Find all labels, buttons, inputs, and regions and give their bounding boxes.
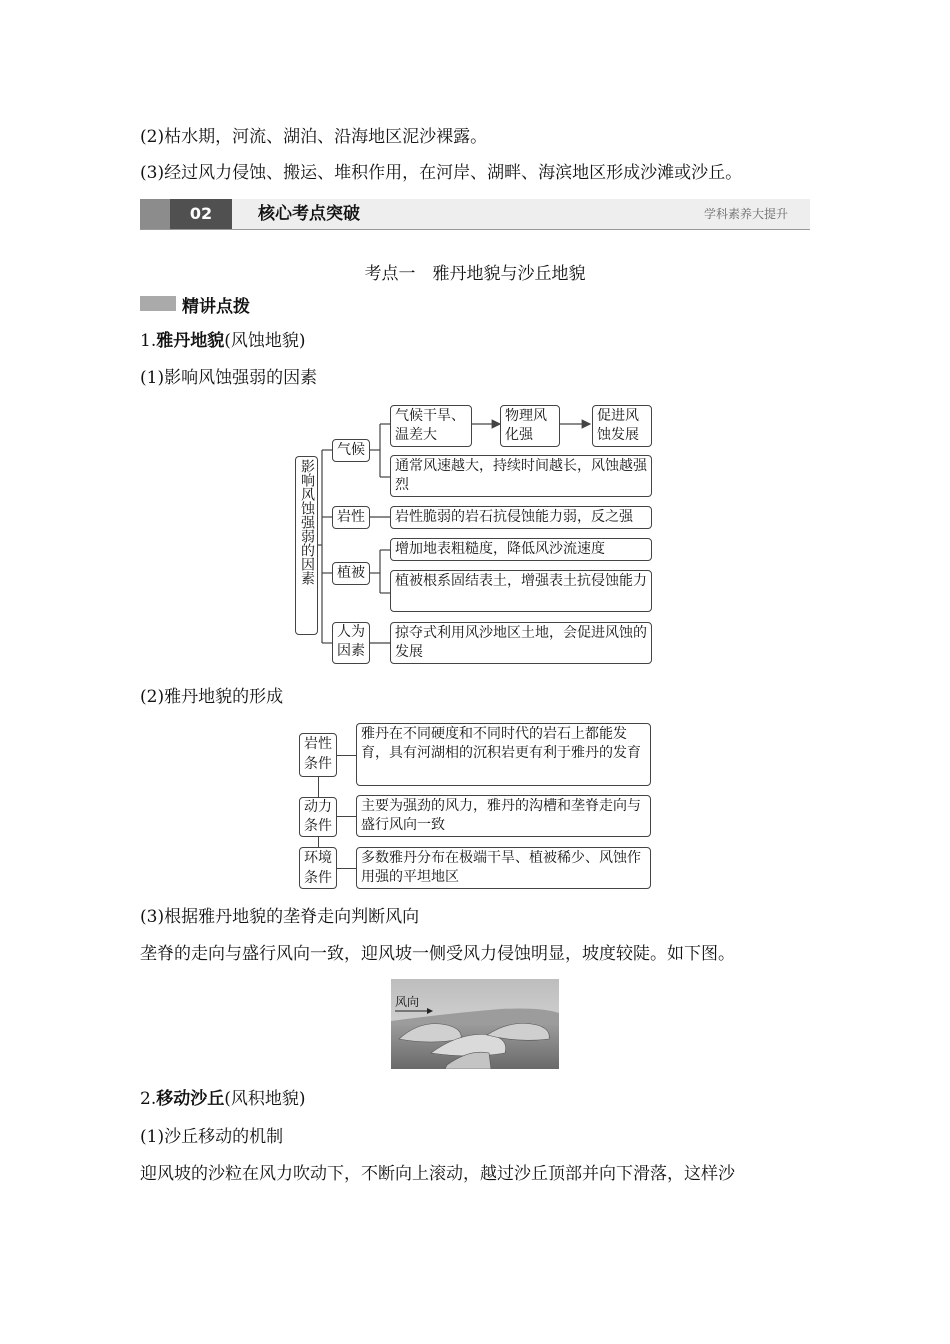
paragraph-line: (2)枯水期，河流、湖泊、沿海地区泥沙裸露。 — [140, 127, 488, 147]
connector-line — [337, 868, 356, 869]
wind-speed-box: 通常风速越大，持续时间越长，风蚀越强烈 — [390, 455, 652, 497]
banner-number: 02 — [170, 199, 232, 229]
vegetation-box: 植被 — [332, 562, 370, 585]
sub-heading: (1)沙丘移动的机制 — [140, 1127, 284, 1147]
environment-condition-box: 环境条件 — [299, 847, 337, 889]
connector-line — [318, 837, 319, 847]
connector-line — [337, 816, 356, 817]
physical-weathering-box: 物理风化强 — [500, 405, 560, 447]
human-desc-box: 掠夺式利用风沙地区土地，会促进风蚀的发展 — [390, 622, 652, 664]
rock-condition-desc: 雅丹在不同硬度和不同时代的岩石上都能发育，具有河湖相的沉积岩更有利于雅丹的发育 — [356, 723, 651, 786]
root-factor-box — [295, 456, 318, 635]
item-bold-title: 雅丹地貌 — [156, 331, 225, 351]
root-system-box: 植被根系固结表土，增强表土抗侵蚀能力 — [390, 570, 652, 612]
human-box: 人为因素 — [332, 622, 370, 664]
roughness-box: 增加地表粗糙度，降低风沙流速度 — [390, 538, 652, 561]
item-number: 1. — [140, 331, 157, 351]
paragraph-line: 垄脊的走向与盛行风向一致，迎风坡一侧受风力侵蚀明显，坡度较陡。如下图。 — [140, 944, 735, 964]
connector-line — [337, 755, 356, 756]
item-heading — [140, 1088, 306, 1110]
kaodian-title: 考点一 雅丹地貌与沙丘地貌 — [364, 264, 586, 284]
climate-box: 气候 — [332, 439, 370, 462]
sub-heading: (1)影响风蚀强弱的因素 — [140, 368, 318, 388]
rock-condition-box: 岩性条件 — [299, 733, 337, 777]
promote-erosion-box: 促进风蚀发展 — [592, 405, 652, 447]
sub-heading: (2)雅丹地貌的形成 — [140, 687, 284, 707]
dynamic-condition-desc: 主要为强劲的风力，雅丹的沟槽和垄脊走向与盛行风向一致 — [356, 795, 651, 837]
root-factor-label: 影响风蚀强弱的因素 — [299, 459, 315, 585]
item-rest: (风蚀地貌) — [224, 331, 306, 351]
connector-line — [318, 777, 319, 797]
paragraph-line: (3)经过风力侵蚀、搬运、堆积作用，在河岸、湖畔、海滨地区形成沙滩或沙丘。 — [140, 163, 743, 183]
banner-subtitle: 学科素养大提升 — [703, 207, 788, 221]
yardang-photo — [391, 979, 559, 1069]
banner-title: 核心考点突破 — [258, 204, 360, 224]
section-title: 精讲点拨 — [182, 297, 250, 317]
environment-condition-desc: 多数雅丹分布在极端干旱、植被稀少、风蚀作用强的平坦地区 — [356, 847, 651, 889]
rock-desc-box: 岩性脆弱的岩石抗侵蚀能力弱，反之强 — [390, 506, 652, 529]
sub-heading: (3)根据雅丹地貌的垄脊走向判断风向 — [140, 907, 420, 927]
rock-box: 岩性 — [332, 506, 370, 529]
climate-drought-box: 气候干旱、温差大 — [390, 405, 472, 447]
item-rest: (风积地貌) — [224, 1089, 306, 1109]
item-number: 2. — [140, 1089, 157, 1109]
dynamic-condition-box: 动力条件 — [299, 797, 337, 837]
wind-direction-label: 风向 — [395, 995, 420, 1009]
paragraph-line: 迎风坡的沙粒在风力吹动下，不断向上滚动，越过沙丘顶部并向下滑落，这样沙 — [140, 1164, 735, 1184]
item-bold-title: 移动沙丘 — [156, 1089, 225, 1109]
